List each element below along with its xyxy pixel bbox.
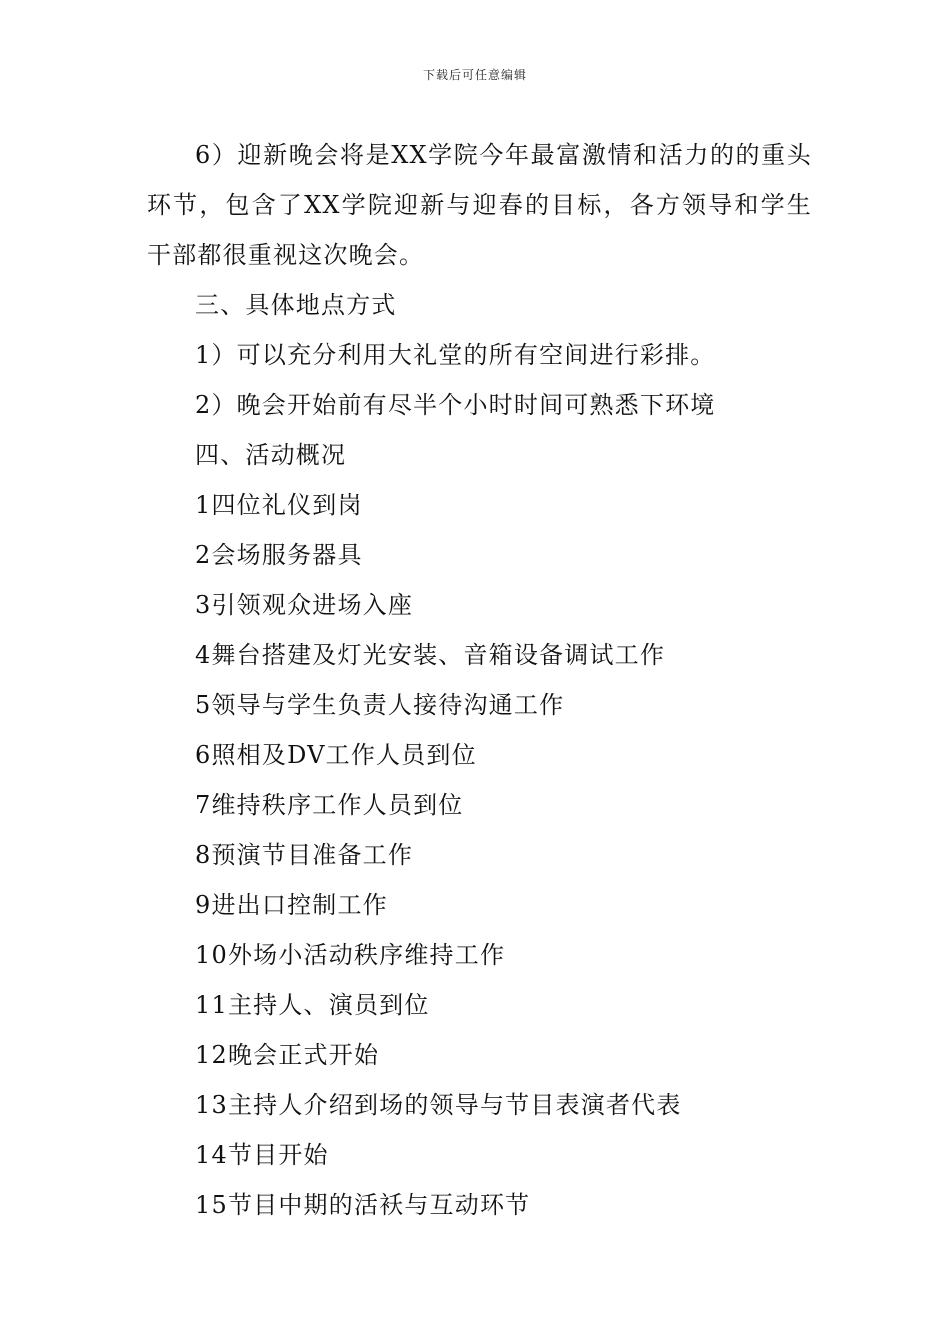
section-3-item: 2）晚会开始前有尽半个小时时间可熟悉下环境 bbox=[195, 391, 716, 419]
activity-item: 12晚会正式开始 bbox=[195, 1041, 380, 1069]
section-3-heading: 三、具体地点方式 bbox=[195, 291, 397, 319]
activity-item: 10外场小活动秩序维持工作 bbox=[195, 941, 506, 969]
activity-item: 4舞台搭建及灯光安装、音箱设备调试工作 bbox=[195, 641, 666, 669]
activity-item: 9进出口控制工作 bbox=[195, 891, 388, 919]
section-3-item: 1）可以充分利用大礼堂的所有空间进行彩排。 bbox=[195, 341, 716, 369]
section-4-heading: 四、活动概况 bbox=[195, 441, 347, 469]
document-body bbox=[147, 130, 812, 1230]
activity-item: 7维持秩序工作人员到位 bbox=[195, 791, 464, 819]
activity-item: 13主持人介绍到场的领导与节目表演者代表 bbox=[195, 1091, 682, 1119]
activity-item: 2会场服务器具 bbox=[195, 541, 363, 569]
activity-item: 14节目开始 bbox=[195, 1141, 329, 1169]
activity-item: 6照相及DV工作人员到位 bbox=[195, 741, 477, 769]
activity-item: 1四位礼仪到岗 bbox=[195, 491, 363, 519]
activity-item: 8预演节目准备工作 bbox=[195, 841, 414, 869]
page-header: 下载后可任意编辑 bbox=[422, 68, 527, 82]
paragraph-6: 6）迎新晚会将是XX学院今年最富激情和活力的的重头环节，包含了XX学院迎新与迎春的目标，各方领导和学生干部都很重视这次晚会。 bbox=[147, 141, 812, 269]
activity-item: 11主持人、演员到位 bbox=[195, 991, 430, 1019]
activity-item: 5领导与学生负责人接待沟通工作 bbox=[195, 691, 565, 719]
activity-item: 3引领观众进场入座 bbox=[195, 591, 414, 619]
activity-item: 15节目中期的活袄与互动环节 bbox=[195, 1191, 531, 1219]
